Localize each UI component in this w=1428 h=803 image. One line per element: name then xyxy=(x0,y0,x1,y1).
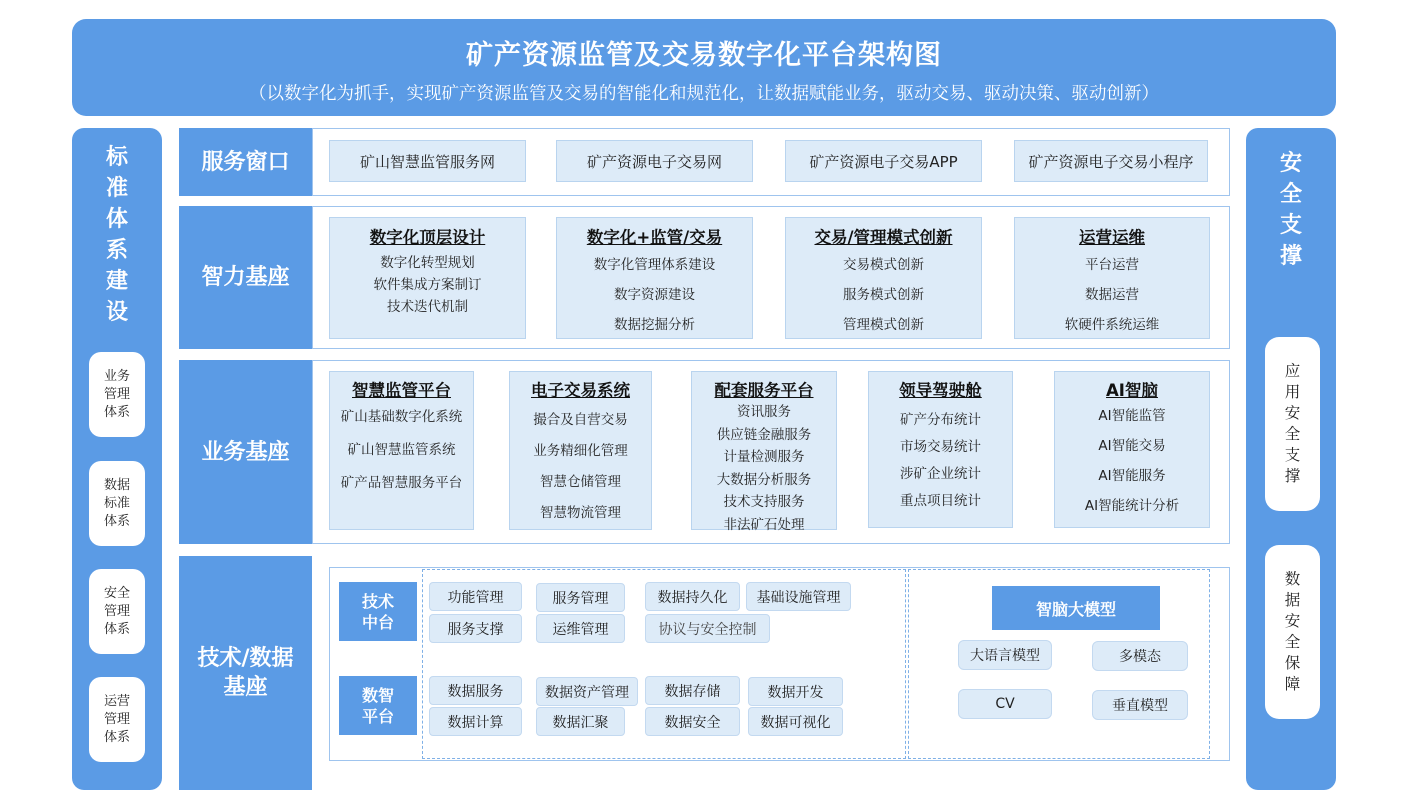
tech-middle-label: 技术 中台 xyxy=(339,582,417,641)
left-sidebar-title: 标 准 体 系 建 设 xyxy=(105,145,128,325)
right-item-data-security: 数 据 安 全 保 障 xyxy=(1265,545,1320,719)
left-item-security-management: 安全 管理 体系 xyxy=(89,569,145,654)
model-chip: CV xyxy=(958,689,1052,719)
tech-chip: 基础设施管理 xyxy=(746,582,851,611)
tech-chip: 服务管理 xyxy=(536,583,625,612)
data-chip: 数据资产管理 xyxy=(536,677,638,706)
data-chip: 数据汇聚 xyxy=(536,707,625,736)
tech-chip: 运维管理 xyxy=(536,614,625,643)
business-card: 电子交易系统 撮合及自营交易 业务精细化管理 智慧仓储管理 智慧物流管理 xyxy=(509,371,652,530)
service-item: 矿产资源电子交易网 xyxy=(556,140,753,182)
data-chip: 数据存储 xyxy=(645,676,740,705)
row-label-intel-base: 智力基座 xyxy=(179,206,312,349)
tech-chip: 协议与安全控制 xyxy=(645,614,770,643)
right-item-app-security: 应 用 安 全 支 撑 xyxy=(1265,337,1320,511)
model-title: 智脑大模型 xyxy=(992,586,1160,630)
row-label-service-window: 服务窗口 xyxy=(179,128,312,196)
left-item-data-standard: 数据 标准 体系 xyxy=(89,461,145,546)
model-chip: 大语言模型 xyxy=(958,640,1052,670)
data-chip: 数据服务 xyxy=(429,676,522,705)
business-card: 智慧监管平台 矿山基础数字化系统 矿山智慧监管系统 矿产品智慧服务平台 xyxy=(329,371,474,530)
left-item-operation-management: 运营 管理 体系 xyxy=(89,677,145,762)
intel-card: 数字化顶层设计 数字化转型规划 软件集成方案制订 技术迭代机制 xyxy=(329,217,526,339)
business-card: 配套服务平台 资讯服务 供应链金融服务 计量检测服务 大数据分析服务 技术支持服务 非法矿石处理 xyxy=(691,371,837,530)
service-item: 矿产资源电子交易APP xyxy=(785,140,982,182)
model-chip: 垂直模型 xyxy=(1092,690,1188,720)
row-label-business-base: 业务基座 xyxy=(179,360,312,544)
tech-chip: 功能管理 xyxy=(429,582,522,611)
data-chip: 数据计算 xyxy=(429,707,522,736)
data-chip: 数据安全 xyxy=(645,707,740,736)
business-card: 领导驾驶舱 矿产分布统计 市场交易统计 涉矿企业统计 重点项目统计 xyxy=(868,371,1013,528)
diagram-subtitle: （以数字化为抓手，实现矿产资源监管及交易的智能化和规范化，让数据赋能业务，驱动交易、驱动决策、驱动创新） xyxy=(249,84,1159,104)
diagram-title: 矿产资源监管及交易数字化平台架构图 xyxy=(466,40,942,71)
intel-card: 运营运维 平台运营 数据运营 软硬件系统运维 xyxy=(1014,217,1210,339)
data-chip: 数据开发 xyxy=(748,677,843,706)
diagram-header xyxy=(72,19,1336,116)
service-item: 矿山智慧监管服务网 xyxy=(329,140,526,182)
intel-card: 交易/管理模式创新 交易模式创新 服务模式创新 管理模式创新 xyxy=(785,217,982,339)
left-item-business-management: 业务 管理 体系 xyxy=(89,352,145,437)
tech-chip: 数据持久化 xyxy=(645,582,740,611)
model-chip: 多模态 xyxy=(1092,641,1188,671)
data-chip: 数据可视化 xyxy=(748,707,843,736)
business-card: AI智脑 AI智能监管 AI智能交易 AI智能服务 AI智能统计分析 xyxy=(1054,371,1210,528)
intel-card: 数字化+监管/交易 数字化管理体系建设 数字资源建设 数据挖掘分析 xyxy=(556,217,753,339)
service-item: 矿产资源电子交易小程序 xyxy=(1014,140,1208,182)
data-platform-label: 数智 平台 xyxy=(339,676,417,735)
row-label-tech-data-base: 技术/数据 基座 xyxy=(179,556,312,790)
right-sidebar-title: 安 全 支 撑 xyxy=(1279,151,1302,269)
tech-chip: 服务支撑 xyxy=(429,614,522,643)
